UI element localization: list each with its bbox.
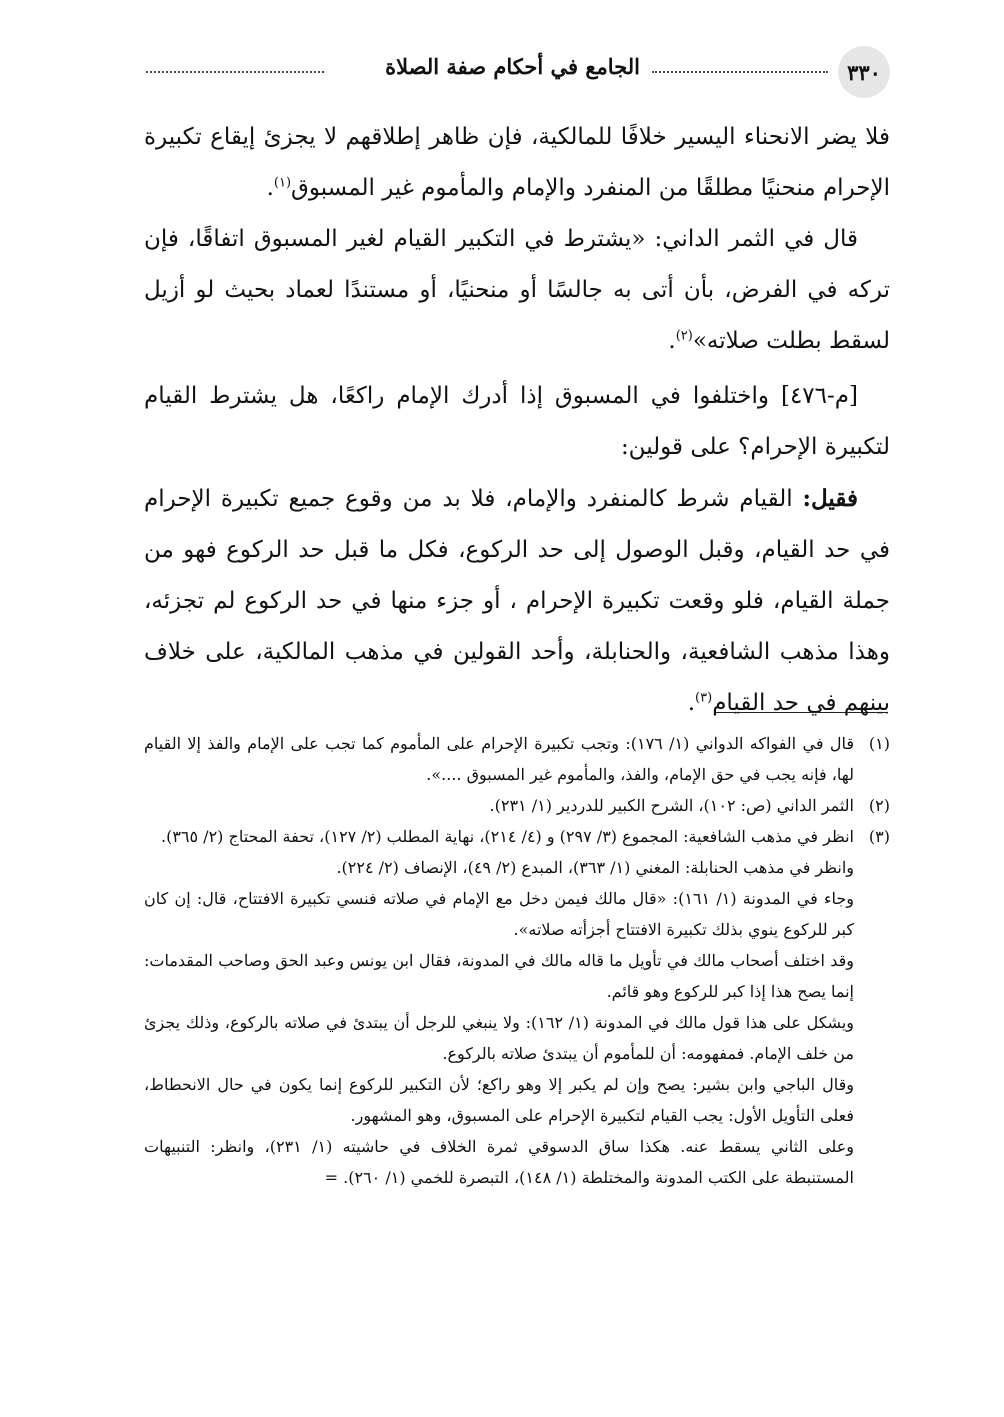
footnote-3-para-6: وقال الباجي وابن بشير: يصح وإن لم يكبر إلا وهو راكع؛ لأن التكبير للركوع إنما يكون في حال الانحطاط، فعلى التأويل الأول: يجب القيام لتكبيرة الإحرام على المسبوق، وهو المشهور. [144,1075,854,1125]
footnote-number: (٢) [868,796,890,815]
paragraph-4: فقيل: القيام شرط كالمنفرد والإمام، فلا بد من وقوع جميع تكبيرة الإحرام في حد القيام، وقبل الوصول إلى حد الركوع، فكل ما قبل حد الركوع فهو من جملة القيام، فلو وقعت تكبيرة الإحرام ، أو جزء منها في حد الركوع لم تجزئه، وهذا مذهب الشافعية، والحنابلة، وأحد القولين في مذهب المالكية، على خلاف بينهم في حد القيام$^{(٣)}$. [144,485,890,716]
footnote-3-para-4: وقد اختلف أصحاب مالك في تأويل ما قاله مالك في المدونة، فقال ابن يونس وعبد الحق وصاحب المقدمات: إنما يصح هذا إذا كبر للركوع وهو قائم. [144,951,854,1001]
footnote-3-para-3: وجاء في المدونة (١/ ١٦١): «قال مالك فيمن دخل مع الإمام في صلاته فنسي تكبيرة الافتتاح، قال: إن كان كبر للركوع ينوي بذلك تكبيرة الافتتاح أجزأته صلاته». [144,889,854,939]
paragraph-4-lead: فقيل: [802,485,858,512]
page-number: ٣٣٠ [838,46,890,98]
footnote-3: (٣) انظر في مذهب الشافعية: المجموع (٣/ ٢٩٧) و (٤/ ٢١٤)، نهاية المطلب (٢/ ١٢٧)، تحفة المحتاج (٢/ ٣٦٥). [144,821,890,852]
header-dotted-rule-right [652,71,828,73]
footnote-number: (١) [868,734,890,753]
footnote-1: (١) قال في الفواكه الدواني (١/ ١٧٦): وتجب تكبيرة الإحرام على المأموم كما تجب على الإمام والفذ إلا القيام لها، فإنه يجب في حق الإمام، والفذ، والمأموم غير المسبوق ....». [144,728,890,790]
footnotes [144,728,890,1193]
header-dotted-rule-left [146,71,324,73]
paragraph-2: قال في الثمر الداني: «يشترط في التكبير القيام لغير المسبوق اتفاقًا، فإن تركه في الفرض، بأن أتى به جالسًا أو منحنيًا، أو مستندًا لعماد بحيث لو أزيل لسقط بطلت صلاته»$^{(٢)}$. [144,226,890,354]
footnote-2: (٢) الثمر الداني (ص: ١٠٢)، الشرح الكبير للدردير (١/ ٢٣١). [144,790,890,821]
running-title: الجامع في أحكام صفة الصلاة [385,54,640,79]
paragraph-1: فلا يضر الانحناء اليسير خلافًا للمالكية، فإن ظاهر إطلاقهم لا يجزئ إيقاع تكبيرة الإحرام منحنيًا مطلقًا من المنفرد والإمام والمأموم غير المسبوق$^{(١)}$. [144,124,890,201]
footnote-ref-1[interactable]: (١) [273,175,292,191]
footnote-3-para-7: وعلى الثاني يسقط عنه. هكذا ساق الدسوقي ثمرة الخلاف في حاشيته (١/ ٢٣١)، وانظر: التنبيهات المستنبطة على الكتب المدونة والمختلطة (١/ ١٤٨)، التبصرة للخمي (١/ ٢٦٠). = [144,1137,854,1187]
footnote-separator [714,712,888,713]
main-text [144,112,890,729]
paragraph-3: [م-٤٧٦] واختلفوا في المسبوق إذا أدرك الإمام راكعًا، هل يشترط القيام لتكبيرة الإحرام؟ على قولين: [144,383,890,460]
footnote-ref-2[interactable]: (٢) [675,328,693,344]
footnote-3-para-5: ويشكل على هذا قول مالك في المدونة (١/ ١٦٢): ولا ينبغي للرجل أن يبتدئ في صلاته بالركوع، وذلك يجزئ من خلف الإمام. فمفهومه: أن للمأموم أن يبتدئ صلاته بالركوع. [144,1013,855,1063]
footnote-number: (٣) [868,827,890,846]
page-header [140,40,890,104]
footnote-ref-3[interactable]: (٣) [695,690,713,706]
footnote-3-para-2: وانظر في مذهب الحنابلة: المغني (١/ ٣٦٣)، المبدع (٢/ ٤٩)، الإنصاف (٢/ ٢٢٤). [336,858,854,877]
